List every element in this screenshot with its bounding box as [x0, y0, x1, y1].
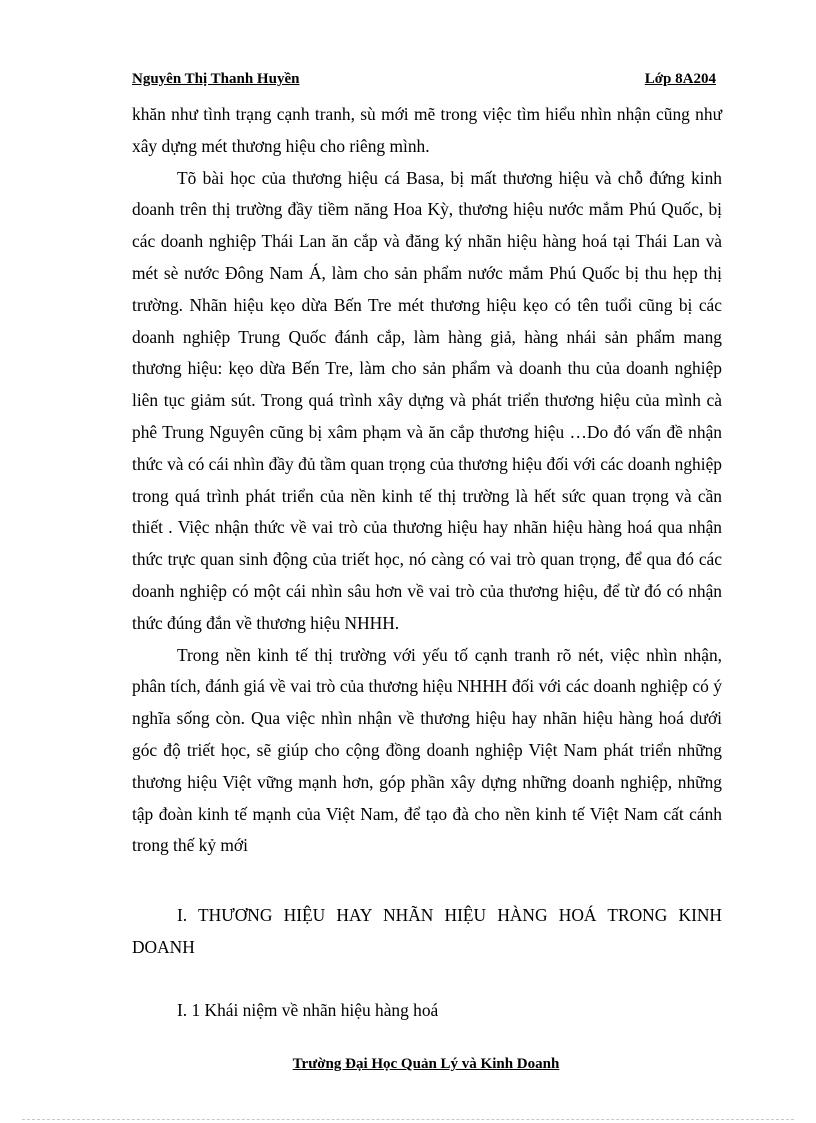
page-edge-divider	[22, 1119, 794, 1120]
paragraph-continued: khăn như tình trạng cạnh tranh, sù mới mẽ trong việc tìm hiểu nhìn nhận cũng như xây dựng mét thương hiệu cho riêng mình.	[132, 104, 722, 156]
paragraph-brand-lessons: Tõ bài học của thương hiệu cá Basa, bị mất thương hiệu và chỗ đứng kinh doanh trên thị trường đầy tiềm năng Hoa Kỳ, thương hiệu nước mắm Phú Quốc, bị các doanh nghiệp Thái Lan ăn cắp và đăng ký nhãn hiệu hàng hoá tại Thái Lan và mét sè nước Đông Nam Á, làm cho sản phẩm nước mắm Phú Quốc bị thu hẹp thị trường. Nhãn hiệu kẹo dừa Bến Tre mét thương hiệu kẹo có tên tuổi cũng bị các doanh nghiệp Trung Quốc đánh cắp, làm hàng giả, hàng nhái sản phẩm mang thương hiệu: kẹo dừa Bến Tre, làm cho sản phẩm và doanh thu của doanh nghiệp liên tục giảm sút. Trong quá trình xây dựng và phát triển thương hiệu của mình cà phê Trung Nguyên cũng bị xâm phạm và ăn cắp thương hiệu …Do đó vấn đề nhận thức và có cái nhìn đầy đủ tầm quan trọng của thương hiệu đối với các doanh nghiệp trong quá trình phát triển của nền kinh tế thị trường là hết sức quan trọng và cần thiết . Việc nhận thức về vai trò của thương hiệu hay nhãn hiệu hàng hoá qua nhận thức trực quan sinh động của triết học, nó càng có vai trò quan trọng, để qua đó các doanh nghiệp có một cái nhìn sâu hơn về vai trò của thương hiệu, để từ đó có nhận thức đúng đắn về thương hiệu NHHH.	[132, 167, 722, 633]
body-text	[132, 99, 722, 862]
subsection-heading: I. 1 Khái niệm về nhãn hiệu hàng hoá	[177, 1000, 439, 1020]
class-code: Lớp 8A204	[644, 71, 716, 87]
section-heading: I. THƯƠNG HIỆU HAY NHÃN HIỆU HÀNG HOÁ TRONG KINH DOANH	[132, 905, 722, 957]
page-footer	[0, 1053, 816, 1075]
school-name: Trường Đại Học Quản Lý và Kinh Doanh	[292, 1056, 560, 1072]
author-name: Nguyên Thị Thanh Huyền	[132, 71, 300, 87]
paragraph-market-economy: Trong nền kinh tế thị trường với yếu tố cạnh tranh rõ nét, việc nhìn nhận, phân tích, đánh giá về vai trò của thương hiệu NHHH đối với các doanh nghiệp có ý nghĩa sống còn. Qua việc nhìn nhận về thương hiệu hay nhãn hiệu hàng hoá dưới góc độ triết học, sẽ giúp cho cộng đồng doanh nghiệp Việt Nam phát triển những thương hiệu Việt vững mạnh hơn, góp phần xây dựng những doanh nghiệp, những tập đoàn kinh tế mạnh của Việt Nam, để tạo đà cho nền kinh tế Việt Nam cất cánh trong thế kỷ mới	[132, 644, 722, 856]
page-header	[132, 68, 718, 90]
